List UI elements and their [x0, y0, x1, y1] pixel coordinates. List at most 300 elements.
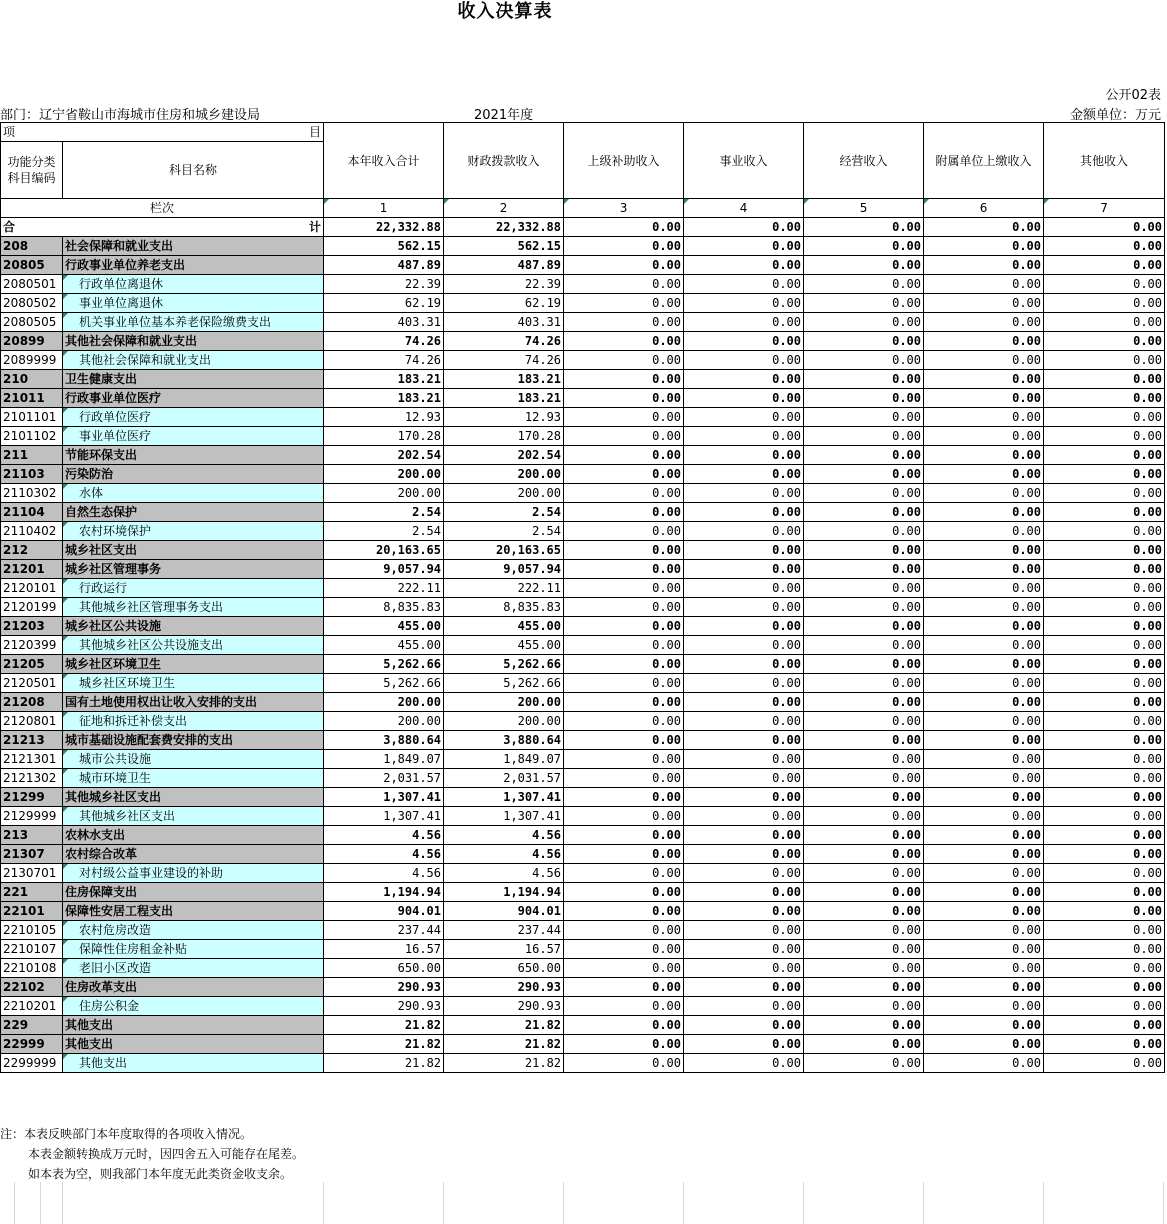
row-value: 0.00 [684, 712, 804, 731]
table-row [1, 769, 1165, 788]
row-value: 0.00 [684, 465, 804, 484]
row-value: 21.82 [324, 1054, 444, 1073]
row-value: 0.00 [924, 294, 1044, 313]
row-value: 0.00 [804, 294, 924, 313]
row-code: 2210107 [1, 940, 63, 959]
row-value: 0.00 [564, 408, 684, 427]
row-value: 1,307.41 [324, 788, 444, 807]
table-row [1, 940, 1165, 959]
row-value: 0.00 [684, 807, 804, 826]
row-code: 2210108 [1, 959, 63, 978]
row-value: 0.00 [924, 560, 1044, 579]
row-value: 0.00 [684, 237, 804, 256]
row-value: 21.82 [324, 1016, 444, 1035]
footnotes [0, 1124, 304, 1184]
row-value: 0.00 [564, 826, 684, 845]
row-name: 城市基础设施配套费安排的支出 [63, 731, 324, 750]
table-row [1, 427, 1165, 446]
row-value: 200.00 [444, 712, 564, 731]
row-value: 0.00 [804, 921, 924, 940]
row-value: 200.00 [444, 484, 564, 503]
row-name: 农村环境保护 [63, 522, 324, 541]
row-value: 0.00 [1044, 731, 1165, 750]
row-code: 2210105 [1, 921, 63, 940]
row-code: 208 [1, 237, 63, 256]
row-value: 0.00 [1044, 579, 1165, 598]
table-row [1, 807, 1165, 826]
row-value: 0.00 [924, 712, 1044, 731]
row-value: 3,880.64 [324, 731, 444, 750]
row-value: 0.00 [564, 522, 684, 541]
row-value: 0.00 [804, 1035, 924, 1054]
row-value: 0.00 [924, 845, 1044, 864]
row-value: 200.00 [324, 712, 444, 731]
row-value: 0.00 [564, 788, 684, 807]
row-value: 0.00 [1044, 541, 1165, 560]
row-name: 污染防治 [63, 465, 324, 484]
row-value: 0.00 [804, 446, 924, 465]
row-value: 0.00 [564, 902, 684, 921]
row-value: 0.00 [564, 959, 684, 978]
table-row [1, 997, 1165, 1016]
row-value: 0.00 [684, 389, 804, 408]
row-value: 0.00 [804, 1054, 924, 1073]
row-value: 0.00 [684, 541, 804, 560]
row-value: 290.93 [444, 978, 564, 997]
col-number-4: 4 [684, 199, 804, 218]
row-value: 2,031.57 [324, 769, 444, 788]
row-value: 0.00 [564, 541, 684, 560]
row-value: 183.21 [324, 389, 444, 408]
table-row [1, 902, 1165, 921]
header-xiang-mu [1, 123, 324, 142]
row-value: 0.00 [1044, 389, 1165, 408]
row-value: 0.00 [1044, 750, 1165, 769]
row-value: 0.00 [804, 503, 924, 522]
row-name: 自然生态保护 [63, 503, 324, 522]
total-value: 0.00 [1044, 218, 1165, 237]
row-value: 4.56 [444, 826, 564, 845]
row-name: 城乡社区环境卫生 [63, 655, 324, 674]
row-value: 0.00 [924, 940, 1044, 959]
row-value: 403.31 [444, 313, 564, 332]
row-name: 事业单位医疗 [63, 427, 324, 446]
table-row [1, 522, 1165, 541]
row-value: 1,307.41 [324, 807, 444, 826]
row-value: 0.00 [684, 351, 804, 370]
row-value: 0.00 [804, 750, 924, 769]
row-value: 0.00 [924, 997, 1044, 1016]
row-value: 0.00 [684, 560, 804, 579]
row-name: 卫生健康支出 [63, 370, 324, 389]
row-code: 2101102 [1, 427, 63, 446]
row-value: 0.00 [684, 617, 804, 636]
row-value: 0.00 [1044, 902, 1165, 921]
row-code: 2101101 [1, 408, 63, 427]
row-value: 0.00 [924, 902, 1044, 921]
row-value: 0.00 [924, 465, 1044, 484]
row-value: 0.00 [1044, 370, 1165, 389]
table-row [1, 256, 1165, 275]
row-value: 0.00 [564, 465, 684, 484]
row-value: 4.56 [444, 845, 564, 864]
row-value: 170.28 [444, 427, 564, 446]
row-value: 0.00 [1044, 275, 1165, 294]
row-code: 22101 [1, 902, 63, 921]
row-name: 住房改革支出 [63, 978, 324, 997]
col-number-2: 2 [444, 199, 564, 218]
row-value: 0.00 [1044, 351, 1165, 370]
row-value: 0.00 [1044, 1054, 1165, 1073]
row-name: 对村级公益事业建设的补助 [63, 864, 324, 883]
row-name: 行政运行 [63, 579, 324, 598]
row-value: 2.54 [444, 522, 564, 541]
row-value: 0.00 [564, 275, 684, 294]
row-value: 0.00 [804, 522, 924, 541]
row-value: 0.00 [684, 1035, 804, 1054]
row-value: 21.82 [324, 1035, 444, 1054]
row-value: 0.00 [924, 484, 1044, 503]
row-value: 0.00 [684, 826, 804, 845]
row-value: 0.00 [1044, 845, 1165, 864]
row-value: 16.57 [324, 940, 444, 959]
row-value: 0.00 [804, 617, 924, 636]
row-value: 0.00 [1044, 503, 1165, 522]
table-row [1, 446, 1165, 465]
row-value: 0.00 [804, 845, 924, 864]
row-value: 0.00 [564, 1016, 684, 1035]
row-value: 0.00 [924, 503, 1044, 522]
row-value: 0.00 [924, 807, 1044, 826]
row-value: 0.00 [924, 1016, 1044, 1035]
row-name: 住房保障支出 [63, 883, 324, 902]
row-name: 其他支出 [63, 1035, 324, 1054]
form-number: 公开02表 [1105, 88, 1161, 103]
row-name: 城乡社区环境卫生 [63, 674, 324, 693]
table-row [1, 351, 1165, 370]
row-value: 0.00 [804, 275, 924, 294]
row-value: 0.00 [564, 750, 684, 769]
row-value: 0.00 [924, 826, 1044, 845]
header-code: 功能分类科目编码 [1, 142, 63, 199]
row-value: 0.00 [684, 997, 804, 1016]
row-name: 行政单位医疗 [63, 408, 324, 427]
row-value: 0.00 [684, 503, 804, 522]
row-value: 0.00 [924, 313, 1044, 332]
row-name: 事业单位离退休 [63, 294, 324, 313]
row-value: 0.00 [804, 959, 924, 978]
row-value: 0.00 [924, 389, 1044, 408]
total-he: 合 [3, 220, 16, 234]
row-value: 21.82 [444, 1016, 564, 1035]
row-value: 0.00 [804, 807, 924, 826]
row-value: 0.00 [804, 579, 924, 598]
header-col-2: 财政拨款收入 [444, 123, 564, 199]
row-name: 住房公积金 [63, 997, 324, 1016]
row-value: 0.00 [684, 693, 804, 712]
row-value: 0.00 [564, 940, 684, 959]
row-value: 0.00 [684, 313, 804, 332]
row-value: 202.54 [324, 446, 444, 465]
row-value: 0.00 [564, 579, 684, 598]
header-col-1: 本年收入合计 [324, 123, 444, 199]
table-row [1, 389, 1165, 408]
table-row [1, 1016, 1165, 1035]
row-code: 21201 [1, 560, 63, 579]
row-value: 0.00 [564, 978, 684, 997]
row-value: 183.21 [444, 389, 564, 408]
row-value: 0.00 [1044, 693, 1165, 712]
row-value: 200.00 [324, 484, 444, 503]
row-name: 行政事业单位医疗 [63, 389, 324, 408]
table-row [1, 731, 1165, 750]
row-value: 0.00 [564, 864, 684, 883]
total-value: 0.00 [564, 218, 684, 237]
row-value: 455.00 [324, 636, 444, 655]
row-value: 0.00 [924, 446, 1044, 465]
footnote: 本表金额转换成万元时，因四舍五入可能存在尾差。 [28, 1147, 305, 1161]
row-name: 行政单位离退休 [63, 275, 324, 294]
row-value: 222.11 [444, 579, 564, 598]
row-value: 455.00 [444, 636, 564, 655]
row-code: 229 [1, 1016, 63, 1035]
row-value: 5,262.66 [444, 674, 564, 693]
row-value: 0.00 [924, 541, 1044, 560]
row-value: 0.00 [684, 864, 804, 883]
row-value: 0.00 [804, 370, 924, 389]
row-value: 0.00 [684, 883, 804, 902]
total-ji: 计 [309, 220, 322, 234]
row-code: 21205 [1, 655, 63, 674]
row-value: 0.00 [684, 750, 804, 769]
row-value: 0.00 [564, 256, 684, 275]
table-row [1, 636, 1165, 655]
row-name: 城乡社区公共设施 [63, 617, 324, 636]
row-value: 0.00 [804, 769, 924, 788]
total-value: 0.00 [804, 218, 924, 237]
row-value: 0.00 [564, 332, 684, 351]
row-value: 0.00 [924, 978, 1044, 997]
row-name: 水体 [63, 484, 324, 503]
col-number-3: 3 [564, 199, 684, 218]
row-value: 5,262.66 [324, 674, 444, 693]
table-row [1, 275, 1165, 294]
row-value: 487.89 [324, 256, 444, 275]
row-value: 0.00 [564, 560, 684, 579]
row-value: 0.00 [1044, 256, 1165, 275]
row-code: 21103 [1, 465, 63, 484]
row-value: 183.21 [324, 370, 444, 389]
row-value: 4.56 [324, 845, 444, 864]
row-value: 0.00 [924, 1054, 1044, 1073]
row-value: 455.00 [444, 617, 564, 636]
header-lanci: 栏次 [1, 199, 324, 218]
row-value: 0.00 [564, 313, 684, 332]
row-value: 0.00 [564, 389, 684, 408]
col-number-7: 7 [1044, 199, 1165, 218]
row-value: 0.00 [684, 484, 804, 503]
total-value: 0.00 [924, 218, 1044, 237]
row-name: 其他城乡社区公共设施支出 [63, 636, 324, 655]
table-row [1, 237, 1165, 256]
table-row [1, 712, 1165, 731]
row-value: 0.00 [1044, 712, 1165, 731]
table-row [1, 1035, 1165, 1054]
row-code: 2130701 [1, 864, 63, 883]
row-value: 0.00 [804, 636, 924, 655]
row-value: 0.00 [1044, 997, 1165, 1016]
row-name: 节能环保支出 [63, 446, 324, 465]
row-value: 0.00 [924, 674, 1044, 693]
row-value: 200.00 [444, 465, 564, 484]
row-value: 0.00 [564, 807, 684, 826]
row-value: 403.31 [324, 313, 444, 332]
page-title: 收入决算表 [457, 1, 553, 22]
row-code: 20899 [1, 332, 63, 351]
row-value: 0.00 [924, 256, 1044, 275]
row-value: 0.00 [564, 921, 684, 940]
row-value: 0.00 [564, 883, 684, 902]
row-value: 0.00 [1044, 465, 1165, 484]
row-value: 0.00 [924, 883, 1044, 902]
row-code: 21299 [1, 788, 63, 807]
row-value: 0.00 [684, 1054, 804, 1073]
row-value: 0.00 [804, 332, 924, 351]
row-name: 城乡社区支出 [63, 541, 324, 560]
row-value: 0.00 [804, 883, 924, 902]
table-row [1, 674, 1165, 693]
row-name: 农林水支出 [63, 826, 324, 845]
row-value: 12.93 [324, 408, 444, 427]
table-row [1, 959, 1165, 978]
row-value: 183.21 [444, 370, 564, 389]
row-value: 487.89 [444, 256, 564, 275]
row-value: 0.00 [684, 256, 804, 275]
row-value: 1,307.41 [444, 807, 564, 826]
table-row [1, 579, 1165, 598]
row-value: 8,835.83 [444, 598, 564, 617]
row-value: 0.00 [1044, 408, 1165, 427]
row-code: 2120199 [1, 598, 63, 617]
row-value: 0.00 [804, 864, 924, 883]
row-value: 0.00 [564, 655, 684, 674]
row-value: 0.00 [684, 769, 804, 788]
total-row [1, 218, 1165, 237]
row-value: 0.00 [564, 674, 684, 693]
row-name: 其他支出 [63, 1016, 324, 1035]
row-value: 0.00 [804, 598, 924, 617]
row-value: 237.44 [444, 921, 564, 940]
table-row [1, 921, 1165, 940]
row-code: 21011 [1, 389, 63, 408]
row-value: 0.00 [564, 845, 684, 864]
row-code: 2120501 [1, 674, 63, 693]
row-value: 0.00 [804, 712, 924, 731]
row-value: 12.93 [444, 408, 564, 427]
row-value: 0.00 [924, 522, 1044, 541]
table-row [1, 826, 1165, 845]
row-value: 0.00 [1044, 788, 1165, 807]
row-value: 0.00 [804, 541, 924, 560]
row-value: 0.00 [1044, 959, 1165, 978]
row-value: 0.00 [804, 693, 924, 712]
row-code: 210 [1, 370, 63, 389]
col-number-6: 6 [924, 199, 1044, 218]
row-value: 0.00 [1044, 807, 1165, 826]
row-value: 0.00 [804, 408, 924, 427]
row-value: 20,163.65 [324, 541, 444, 560]
header-col-3: 上级补助收入 [564, 123, 684, 199]
row-name: 农村综合改革 [63, 845, 324, 864]
row-value: 0.00 [684, 655, 804, 674]
table-row [1, 750, 1165, 769]
row-name: 城乡社区管理事务 [63, 560, 324, 579]
row-value: 22.39 [444, 275, 564, 294]
row-value: 650.00 [444, 959, 564, 978]
row-value: 0.00 [684, 408, 804, 427]
table-row [1, 864, 1165, 883]
row-value: 0.00 [1044, 237, 1165, 256]
row-value: 0.00 [564, 769, 684, 788]
header-xiang: 项 [3, 125, 16, 139]
row-value: 0.00 [924, 921, 1044, 940]
row-code: 21104 [1, 503, 63, 522]
total-value: 22,332.88 [324, 218, 444, 237]
table-row [1, 693, 1165, 712]
row-code: 2080505 [1, 313, 63, 332]
row-value: 0.00 [804, 655, 924, 674]
row-value: 0.00 [924, 351, 1044, 370]
row-name: 保障性安居工程支出 [63, 902, 324, 921]
total-label [1, 218, 324, 237]
row-value: 2.54 [324, 522, 444, 541]
row-value: 0.00 [804, 351, 924, 370]
header-name: 科目名称 [63, 142, 324, 199]
row-value: 0.00 [924, 427, 1044, 446]
row-value: 0.00 [1044, 1016, 1165, 1035]
row-value: 0.00 [804, 484, 924, 503]
total-value: 22,332.88 [444, 218, 564, 237]
row-value: 0.00 [924, 636, 1044, 655]
row-code: 211 [1, 446, 63, 465]
row-value: 2,031.57 [444, 769, 564, 788]
row-name: 机关事业单位基本养老保险缴费支出 [63, 313, 324, 332]
row-value: 237.44 [324, 921, 444, 940]
table-row [1, 1054, 1165, 1073]
row-value: 0.00 [564, 617, 684, 636]
header-col-5: 经营收入 [804, 123, 924, 199]
row-value: 4.56 [324, 864, 444, 883]
row-code: 221 [1, 883, 63, 902]
row-value: 0.00 [564, 446, 684, 465]
header-col-6: 附属单位上缴收入 [924, 123, 1044, 199]
row-value: 0.00 [804, 465, 924, 484]
row-value: 62.19 [324, 294, 444, 313]
row-value: 0.00 [924, 1035, 1044, 1054]
row-value: 290.93 [324, 978, 444, 997]
spreadsheet-gridlines [0, 1182, 1167, 1224]
row-value: 0.00 [1044, 484, 1165, 503]
row-name: 老旧小区改造 [63, 959, 324, 978]
row-code: 2120399 [1, 636, 63, 655]
total-value: 0.00 [684, 218, 804, 237]
row-value: 0.00 [1044, 674, 1165, 693]
department-label: 部门：辽宁省鞍山市海城市住房和城乡建设局 [0, 108, 261, 123]
row-value: 0.00 [1044, 313, 1165, 332]
row-value: 0.00 [684, 370, 804, 389]
row-value: 1,307.41 [444, 788, 564, 807]
row-value: 0.00 [684, 902, 804, 921]
